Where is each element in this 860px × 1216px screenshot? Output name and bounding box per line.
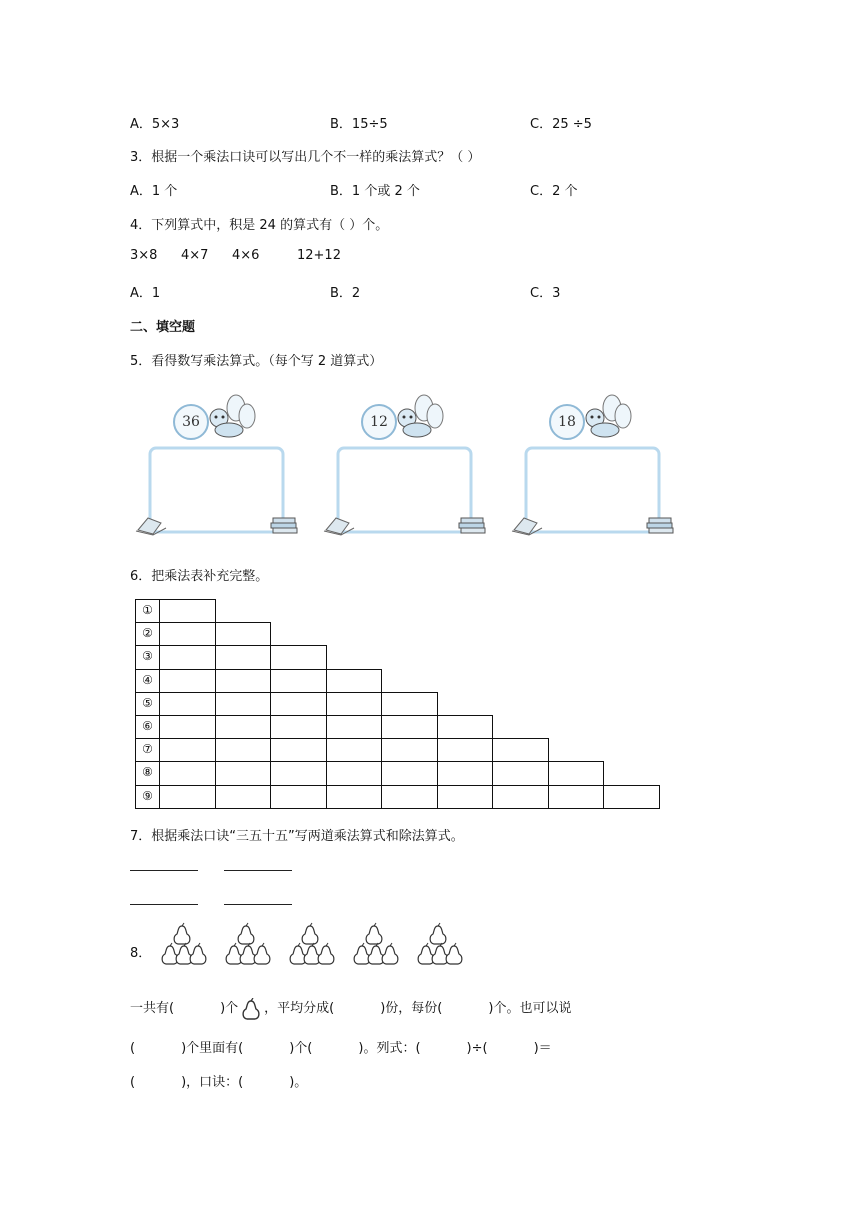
- row-label: ④: [135, 669, 160, 693]
- pear-icon: [190, 943, 206, 964]
- table-cell[interactable]: [270, 785, 327, 809]
- bee-frame-illustration: [509, 390, 684, 540]
- bee-card: [133, 390, 308, 540]
- table-cell[interactable]: [159, 692, 216, 716]
- table-cell[interactable]: [548, 785, 605, 809]
- pear-icon: [174, 923, 190, 944]
- number-bubble: 36: [173, 404, 209, 440]
- table-cell[interactable]: [215, 715, 272, 739]
- table-cell[interactable]: [603, 785, 660, 809]
- q7-stem: 7．根据乘法口诀“三五十五”写两道乘法算式和除法算式。: [130, 829, 464, 844]
- q8-line3: ( )，口诀：( )。: [130, 1075, 308, 1090]
- table-cell[interactable]: [215, 645, 272, 669]
- q4-expression: 4×6: [232, 248, 260, 263]
- q8-line2: ( )个里面有( )个( )。列式：( )÷( )＝: [130, 1041, 552, 1056]
- q4-expression: 12+12: [297, 248, 341, 263]
- table-cell[interactable]: [492, 785, 549, 809]
- table-cell[interactable]: [159, 599, 216, 623]
- pear-icon: [226, 943, 242, 964]
- pear-icon: [446, 943, 462, 964]
- table-cell[interactable]: [159, 761, 216, 785]
- q4-expression: 3×8: [130, 248, 158, 263]
- pear-icon: [238, 998, 264, 1020]
- answer-line[interactable]: [224, 870, 292, 871]
- bee-card: [509, 390, 684, 540]
- pear-icon: [238, 923, 254, 944]
- table-cell[interactable]: [159, 738, 216, 762]
- pear-icon: [430, 923, 446, 944]
- number-bubble: 18: [549, 404, 585, 440]
- q4-option-a: A．1: [130, 286, 161, 301]
- answer-line[interactable]: [130, 870, 198, 871]
- table-cell[interactable]: [381, 785, 438, 809]
- pear-icon: [366, 923, 382, 944]
- bee-icon: [586, 395, 631, 437]
- table-cell[interactable]: [159, 715, 216, 739]
- q2-option-b: B．15÷5: [330, 117, 388, 132]
- pear-icon: [290, 943, 306, 964]
- table-cell[interactable]: [215, 785, 272, 809]
- table-cell[interactable]: [381, 692, 438, 716]
- table-cell[interactable]: [437, 761, 494, 785]
- q3-option-b: B．1 个或 2 个: [330, 184, 420, 199]
- q4-expression: 4×7: [181, 248, 209, 263]
- q5-stem: 5．看得数写乘法算式。（每个写 2 道算式）: [130, 354, 383, 369]
- pear-icon: [176, 943, 192, 964]
- table-cell[interactable]: [548, 761, 605, 785]
- table-cell[interactable]: [492, 761, 549, 785]
- q8-line1: 一共有( )个 ，平均分成( )份，每份( )个。也可以说: [130, 997, 571, 1020]
- table-cell[interactable]: [159, 645, 216, 669]
- table-cell[interactable]: [326, 669, 383, 693]
- table-cell[interactable]: [215, 738, 272, 762]
- pear-groups-illustration: [155, 920, 465, 972]
- pear-icon: [240, 943, 256, 964]
- table-cell[interactable]: [437, 738, 494, 762]
- pear-icon: [162, 943, 178, 964]
- table-cell[interactable]: [270, 738, 327, 762]
- table-cell[interactable]: [492, 738, 549, 762]
- q2-option-a: A．5×3: [130, 117, 180, 132]
- q3-option-c: C．2 个: [530, 184, 578, 199]
- q4-option-c: C．3: [530, 286, 561, 301]
- table-cell[interactable]: [270, 692, 327, 716]
- table-cell[interactable]: [381, 761, 438, 785]
- bee-card: [321, 390, 496, 540]
- table-cell[interactable]: [215, 622, 272, 646]
- table-cell[interactable]: [326, 715, 383, 739]
- table-cell[interactable]: [326, 692, 383, 716]
- q4-stem: 4．下列算式中，积是 24 的算式有（ ）个。: [130, 218, 389, 233]
- table-cell[interactable]: [215, 761, 272, 785]
- q3-stem: 3．根据一个乘法口诀可以写出几个不一样的乘法算式？（ ）: [130, 150, 481, 165]
- table-cell[interactable]: [326, 785, 383, 809]
- pear-icon: [418, 943, 434, 964]
- pear-icon: [318, 943, 334, 964]
- bee-icon: [398, 395, 443, 437]
- row-label: ⑥: [135, 715, 160, 739]
- table-cell[interactable]: [215, 669, 272, 693]
- answer-line[interactable]: [224, 904, 292, 905]
- table-cell[interactable]: [270, 669, 327, 693]
- table-cell[interactable]: [270, 645, 327, 669]
- bee-frame-illustration: [133, 390, 308, 540]
- table-cell[interactable]: [326, 738, 383, 762]
- q6-stem: 6．把乘法表补充完整。: [130, 569, 269, 584]
- section-title: 二、填空题: [130, 320, 196, 335]
- table-cell[interactable]: [159, 785, 216, 809]
- bee-frame-illustration: [321, 390, 496, 540]
- row-label: ③: [135, 645, 160, 669]
- bee-icon: [210, 395, 255, 437]
- q3-option-a: A．1 个: [130, 184, 178, 199]
- q8-label: 8．: [130, 946, 152, 961]
- row-label: ⑧: [135, 761, 160, 785]
- table-cell[interactable]: [381, 738, 438, 762]
- table-cell[interactable]: [270, 761, 327, 785]
- row-label: ①: [135, 599, 160, 623]
- pear-icon: [354, 943, 370, 964]
- pear-icon: [382, 943, 398, 964]
- number-bubble: 12: [361, 404, 397, 440]
- table-cell[interactable]: [326, 761, 383, 785]
- row-label: ⑤: [135, 692, 160, 716]
- table-cell[interactable]: [215, 692, 272, 716]
- q4-option-b: B．2: [330, 286, 361, 301]
- table-cell[interactable]: [270, 715, 327, 739]
- table-cell[interactable]: [437, 715, 494, 739]
- row-label: ②: [135, 622, 160, 646]
- pear-icon: [304, 943, 320, 964]
- pear-icon: [432, 943, 448, 964]
- answer-line[interactable]: [130, 904, 198, 905]
- table-cell[interactable]: [437, 785, 494, 809]
- pear-icon: [302, 923, 318, 944]
- row-label: ⑦: [135, 738, 160, 762]
- q2-option-c: C．25 ÷5: [530, 117, 592, 132]
- pear-icon: [254, 943, 270, 964]
- pear-icon: [368, 943, 384, 964]
- table-cell[interactable]: [381, 715, 438, 739]
- table-cell[interactable]: [159, 622, 216, 646]
- row-label: ⑨: [135, 785, 160, 809]
- table-cell[interactable]: [159, 669, 216, 693]
